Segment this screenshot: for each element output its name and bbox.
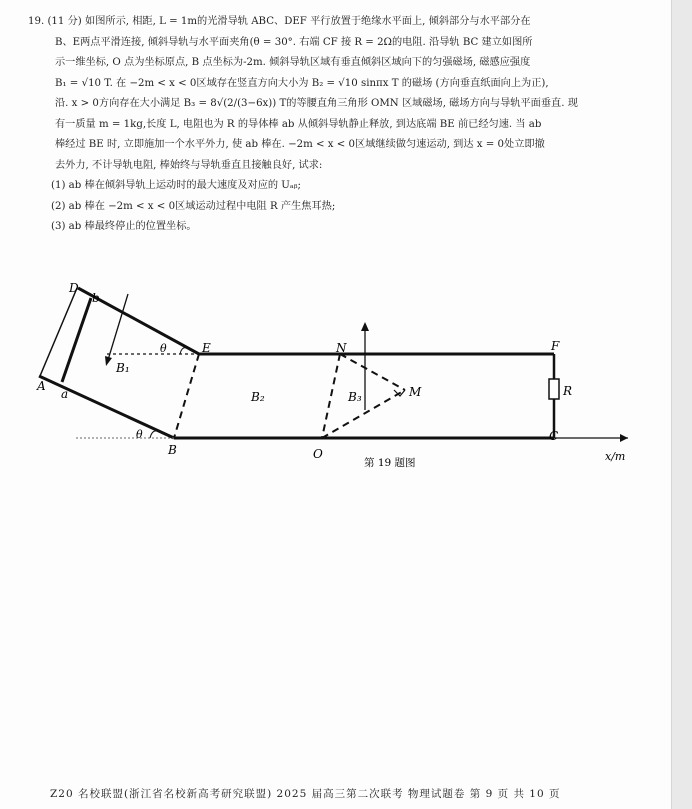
axis-label-x: x/m [605, 450, 626, 463]
question-19 [28, 12, 648, 238]
page-footer: Z20 名校联盟(浙江省名校新高考研究联盟) 2025 届高三第二次联考 物理试题卷 第 9 页 共 10 页 [50, 788, 561, 800]
question-line: 19. (11 分) 如图所示, 相距, L = 1m的光滑导轨 ABC、DEF 平行放置于绝缘水平面上, 倾斜部分与水平部分在 [28, 16, 531, 27]
boundary-BE [174, 354, 199, 438]
question-line: 沿. x > 0方向存在大小满足 B₃ = 8√(2/(3−6x)) T的等腰直角三角形 OMN 区域磁场, 磁场方向与导轨平面垂直. 现 [55, 98, 578, 109]
question-line: 有一质量 m = 1kg,长度 L, 电阻也为 R 的导体棒 ab 从倾斜导轨静止释放, 到达底端 BE 前已经匀速. 当 ab [55, 118, 542, 130]
sub-question-1: (1) ab 棒在倾斜导轨上运动时的最大速度及对应的 Uₐᵦ; [51, 180, 301, 191]
triangle-ON [322, 354, 340, 438]
resistor-R [549, 379, 559, 399]
sub-question-2: (2) ab 棒在 −2m < x < 0区域运动过程中电阻 R 产生焦耳热; [51, 200, 336, 212]
question-line: B₁ = √10 T. 在 −2m < x < 0区域存在竖直方向大小为 B₂ = √10 sinπx T 的磁场 (方向垂直纸面向上为正), [55, 77, 549, 89]
question-line: 棒经过 BE 时, 立即施加一个水平外力, 使 ab 棒在. −2m < x < 0区域继续做匀速运动, 到达 x = 0处立即撤 [55, 139, 545, 150]
b3-arrow-head [361, 322, 369, 331]
x-axis-arrow [620, 434, 628, 442]
label-a: a [61, 387, 69, 401]
figure-caption: 第 19 题图 [364, 457, 416, 469]
label-theta-top: θ [160, 342, 167, 355]
sub-question-3: (3) ab 棒最终停止的位置坐标。 [51, 221, 197, 232]
label-B1: B₁ [116, 361, 130, 375]
label-M: M [409, 385, 422, 399]
label-O: O [313, 447, 323, 461]
triangle-NM [340, 354, 405, 390]
rail-diagram [34, 280, 634, 470]
question-line: 示一维坐标, O 点为坐标原点, B 点坐标为-2m. 倾斜导轨区域有垂直倾斜区域向下的匀强磁场, 磁感应强度 [55, 57, 531, 68]
question-line: 去外力, 不计导轨电阻, 棒始终与导轨垂直且接触良好, 试求: [55, 159, 323, 171]
page-edge [671, 0, 692, 809]
question-line: B、E两点平滑连接, 倾斜导轨与水平面夹角(θ = 30°. 右端 CF 接 R = 2Ω的电阻. 沿导轨 BC 建立如图所 [55, 36, 533, 48]
rail-end-AD [40, 288, 77, 376]
label-B: B [168, 443, 177, 457]
angle-arc-bottom [150, 431, 157, 438]
figure-19 [34, 280, 634, 470]
label-F: F [551, 339, 560, 353]
label-E: E [202, 341, 211, 355]
triangle-OM [322, 390, 405, 438]
label-B2: B₂ [251, 390, 265, 404]
label-R: R [563, 384, 573, 398]
label-D: D [69, 281, 79, 295]
label-b: b [92, 291, 100, 305]
rail-AB [39, 376, 174, 438]
b1-arrow-head [105, 356, 112, 366]
label-C: C [549, 429, 559, 443]
label-B3: B₃ [348, 390, 362, 404]
label-theta-bottom: θ [136, 428, 143, 441]
rod-ab [62, 298, 91, 382]
b1-direction-arrow [108, 294, 128, 360]
label-N: N [336, 341, 347, 355]
label-A: A [37, 379, 46, 393]
